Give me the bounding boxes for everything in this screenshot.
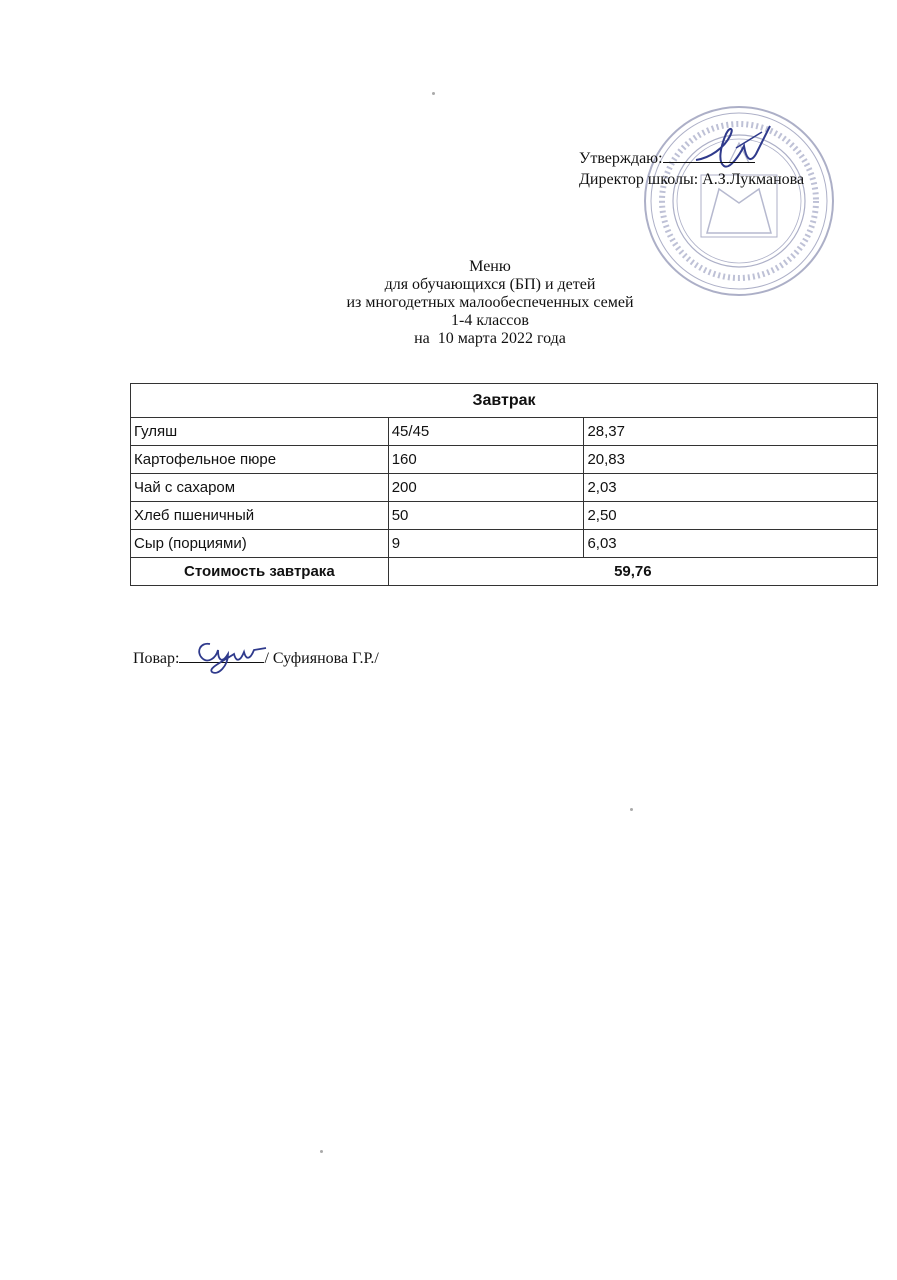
scan-speck (630, 808, 633, 811)
cook-signature (188, 632, 270, 678)
director-name: А.З.Лукманова (702, 171, 805, 188)
dish-price: 28,37 (584, 418, 878, 446)
title-line-1: Меню (469, 258, 511, 275)
title-line-3: из многодетных малообеспеченных семей (346, 294, 634, 311)
title-line-5: на 10 марта 2022 года (414, 330, 566, 347)
approval-block (579, 148, 879, 190)
section-header-row (131, 384, 878, 418)
dish-price: 6,03 (584, 530, 878, 558)
dish-name: Хлеб пшеничный (131, 502, 389, 530)
menu-table (130, 383, 878, 586)
table-row (131, 418, 878, 446)
cook-name: / Суфиянова Г.Р./ (264, 650, 379, 667)
table-row (131, 502, 878, 530)
cook-label: Повар: (133, 650, 180, 667)
director-label: Директор школы: (579, 171, 699, 188)
dish-weight: 9 (388, 530, 584, 558)
total-row (131, 558, 878, 586)
dish-name: Гуляш (131, 418, 389, 446)
document-title (210, 258, 770, 348)
section-title: Завтрак (131, 384, 878, 418)
table-row (131, 474, 878, 502)
dish-name: Сыр (порциями) (131, 530, 389, 558)
dish-weight: 45/45 (388, 418, 584, 446)
table-row (131, 530, 878, 558)
title-line-2: для обучающихся (БП) и детей (384, 276, 596, 293)
approve-signature-line (663, 148, 755, 163)
total-label: Стоимость завтрака (131, 558, 389, 586)
approve-label: Утверждаю: (579, 150, 663, 167)
dish-price: 2,50 (584, 502, 878, 530)
director-line (579, 169, 879, 190)
dish-name: Чай с сахаром (131, 474, 389, 502)
dish-weight: 200 (388, 474, 584, 502)
approve-line (579, 148, 879, 169)
scan-speck (320, 1150, 323, 1153)
dish-price: 2,03 (584, 474, 878, 502)
dish-weight: 160 (388, 446, 584, 474)
scan-speck (432, 92, 435, 95)
total-value: 59,76 (388, 558, 877, 586)
dish-weight: 50 (388, 502, 584, 530)
table-row (131, 446, 878, 474)
title-line-4: 1-4 классов (451, 312, 529, 329)
dish-name: Картофельное пюре (131, 446, 389, 474)
dish-price: 20,83 (584, 446, 878, 474)
